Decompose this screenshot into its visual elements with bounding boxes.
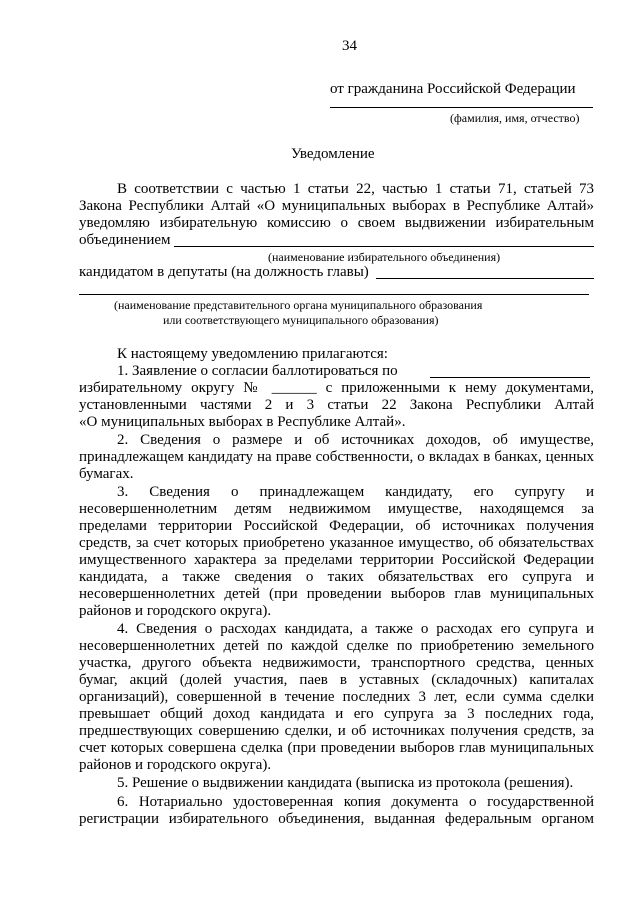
item-1-blank-line-b [480, 377, 590, 378]
item-4-line-9: районов и городского округа). [79, 757, 272, 773]
item-3-line-7: несовершеннолетних детей (при проведении выборов глав муниципальных [79, 586, 594, 602]
intro-line-3: уведомляю избирательную комиссию о своем выдвижении избирательным [79, 215, 594, 231]
item-1-line-1: 1. Заявление о согласии баллотироваться по [117, 363, 398, 379]
intro-line-4-label: объединением [79, 232, 171, 248]
item-4-line-1: 4. Сведения о расходах кандидата, а также о расходах его супруга и [117, 621, 594, 637]
item-3-line-4: средств, за счет которых приобретено указанное имущество, об обязательствах [79, 535, 594, 551]
item-3-line-1: 3. Сведения о принадлежащем кандидату, его супругу и [117, 484, 594, 500]
item-1-line-2: избирательному округу № ______ с приложенными к нему документами, [79, 380, 594, 396]
from-citizen-line: от гражданина Российской Федерации [330, 81, 576, 97]
fullname-blank-line [330, 107, 593, 108]
item-2-line-2: принадлежащем кандидату на праве собственности, о вкладах в банках, ценных [79, 449, 594, 465]
fullname-caption: (фамилия, имя, отчество) [450, 111, 580, 125]
candidate-blank-line-2 [79, 294, 589, 295]
intro-line-5-label: кандидатом в депутаты (на должность главы) [79, 264, 369, 280]
item-3-line-6: кандидата, а также сведения о таких обязательствах его супруга и [79, 569, 594, 585]
attachments-heading: К настоящему уведомлению прилагаются: [117, 346, 388, 362]
item-1-line-4: «О муниципальных выборах в Республике Алтай». [79, 414, 406, 430]
association-blank-line [174, 246, 594, 247]
item-1-blank-line-a [430, 377, 480, 378]
item-6-line-1: 6. Нотариально удостоверенная копия документа о государственной [117, 794, 594, 810]
item-1-line-3: установленными частями 2 и 3 статьи 22 Закона Республики Алтай [79, 397, 594, 413]
item-4-line-2: несовершеннолетних детей по каждой сделке по приобретению земельного [79, 638, 594, 654]
item-3-line-5: имущественного характера за пределами территории Российской Федерации [79, 552, 594, 568]
body-caption-1: (наименование представительного органа муниципального образования [114, 298, 483, 312]
item-4-line-8: счет которых совершена сделка (при проведении выборов глав муниципальных [79, 740, 594, 756]
item-4-line-3: участка, другого объекта недвижимости, транспортного средства, ценных [79, 655, 594, 671]
body-caption-2: или соответствующего муниципального образования) [163, 313, 439, 327]
page-number: 34 [342, 38, 357, 54]
intro-line-2: Закона Республики Алтай «О муниципальных выборах в Республике Алтай» [79, 198, 594, 214]
item-3-line-3: пределами территории Российской Федерации, об источниках получения [79, 518, 594, 534]
candidate-blank-line-1 [376, 278, 594, 279]
item-4-line-5: организаций), совершенной в течение последних 3 лет, если сумма сделки [79, 689, 594, 705]
item-3-line-2: несовершеннолетним детям недвижимом имуществе, находящемся за [79, 501, 594, 517]
item-3-line-8: районов и городского округа). [79, 603, 272, 619]
item-5-line-1: 5. Решение о выдвижении кандидата (выписка из протокола (решения). [117, 775, 574, 791]
item-4-line-4: бумаг, акций (долей участия, паев в уставных (складочных) капиталах [79, 672, 594, 688]
intro-line-1: В соответствии с частью 1 статьи 22, частью 1 статьи 71, статьей 73 [117, 181, 594, 197]
document-title: Уведомление [291, 146, 375, 162]
item-4-line-7: предшествующих совершению сделки, и об источниках получения средств, за [79, 723, 594, 739]
item-2-line-3: бумагах. [79, 466, 134, 482]
item-2-line-1: 2. Сведения о размере и об источниках доходов, об имуществе, [117, 432, 594, 448]
association-caption: (наименование избирательного объединения) [268, 250, 501, 264]
item-4-line-6: превышает общий доход кандидата и его супруга за 3 последних года, [79, 706, 594, 722]
item-6-line-2: регистрации избирательного объединения, выданная федеральным органом [79, 811, 594, 827]
